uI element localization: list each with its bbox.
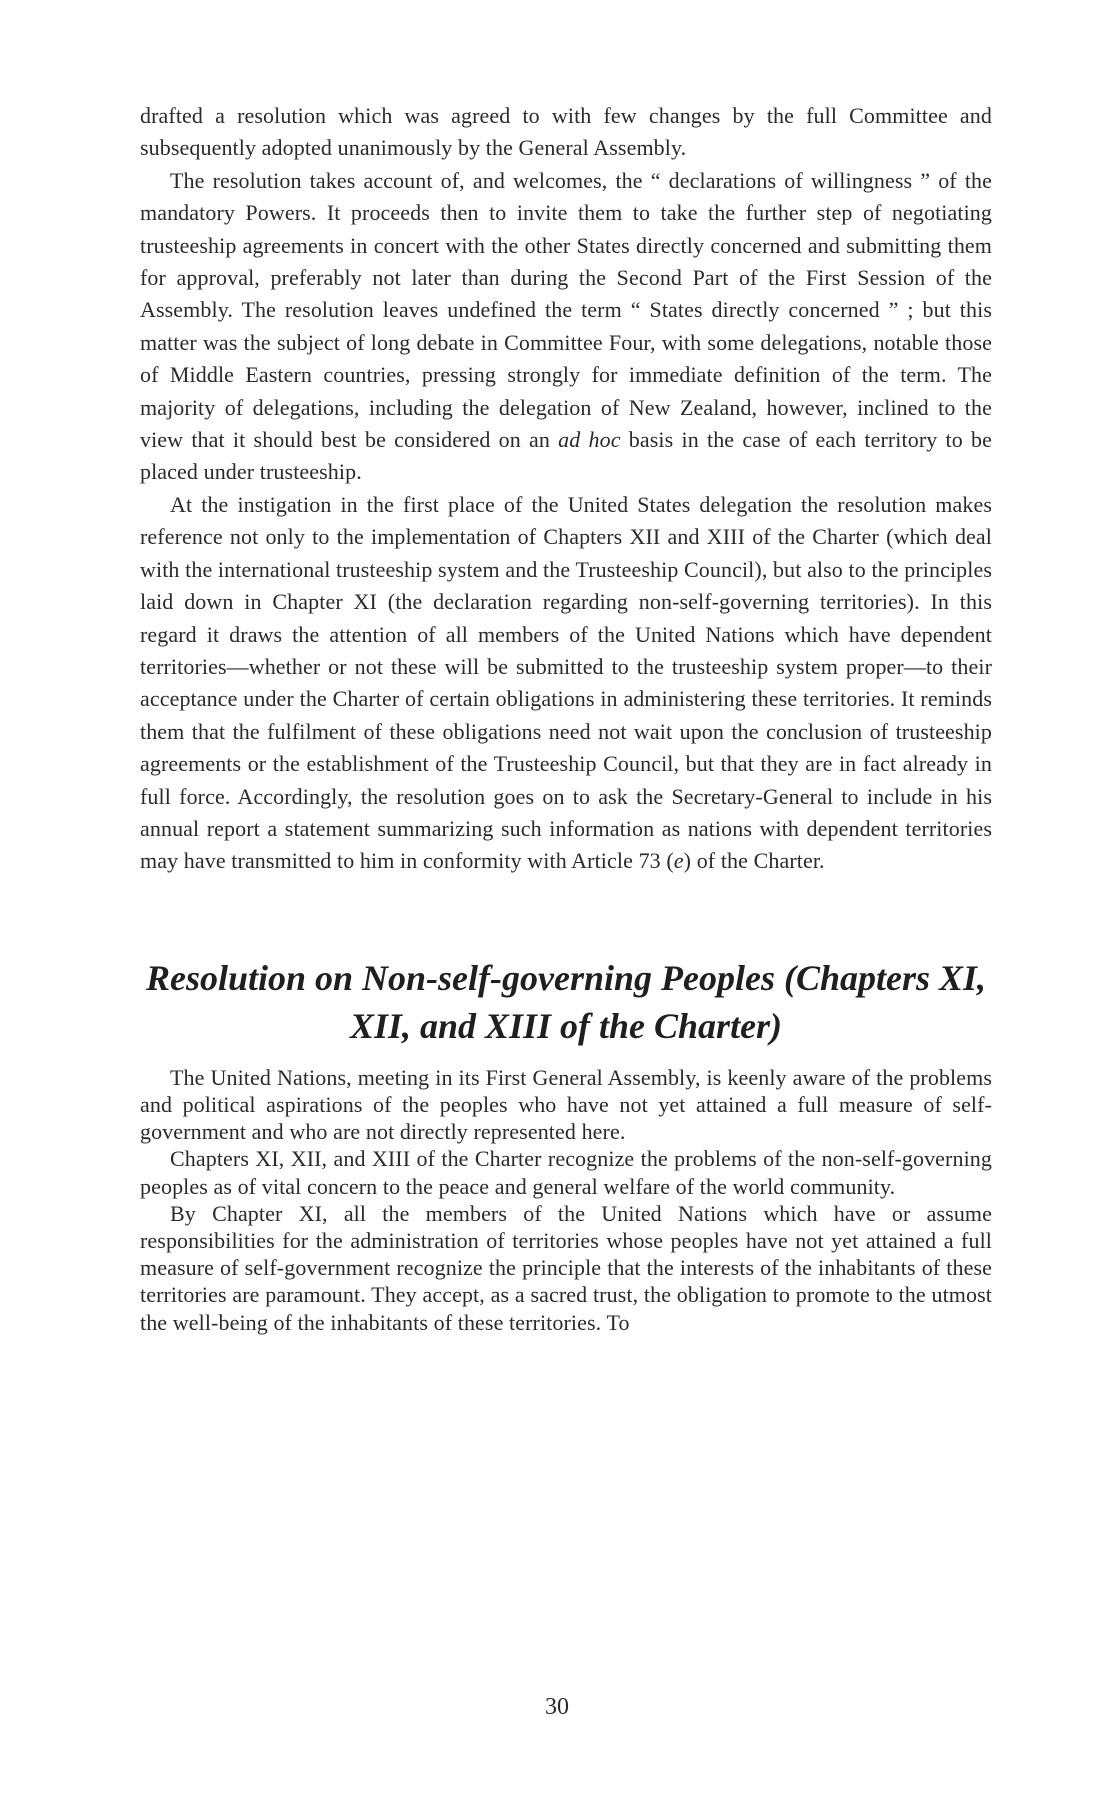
resolution-paragraph-1: The United Nations, meeting in its First General Assembly, is keenly aware of the problems and political aspirations of the peoples who have not yet attained a full measure of self-government and who are not directly represented here. (140, 1064, 992, 1145)
page-number: 30 (545, 1694, 569, 1720)
paragraph-3 (140, 489, 992, 878)
paragraph-3-italic: e (673, 848, 684, 874)
paragraph-3-text: At the instigation in the first place of the United States delegation the resolution makes reference not only to the implementation of Chapters XII and XIII of the Charter (which deal with the international trusteeship system and the Trusteeship Council), but also to the principles laid down in Chapter XI (the declaration regarding non-self-governing territories). In this regard it draws the attention of all members of the United Nations which have dependent territories—whether or not these will be submitted to the trusteeship system proper—to their acceptance under the Charter of certain obligations in administering these territories. It reminds them that the fulfilment of these obligations need not wait upon the conclusion of trusteeship agreements or the establishment of the Trusteeship Council, but that they are in fact already in full force. Accordingly, the resolution goes on to ask the Secretary-General to include in his annual report a statement summarizing such information as nations with dependent territories may have transmitted to him in conformity with Article 73 ( (140, 491, 992, 874)
section-trusteeship-commentary (140, 100, 992, 878)
paragraph-2 (140, 165, 992, 489)
paragraph-1: drafted a resolution which was agreed to with few changes by the full Committee and subsequently adopted unanimously by the General Assembly. (140, 103, 992, 161)
section-resolution (140, 954, 992, 1336)
paragraph-2-text: The resolution takes account of, and welcomes, the “ declarations of willingness ” of the mandatory Powers. It proceeds then to invite them to take the further step of negotiating trusteeship agreements in concert with the other States directly concerned and submitting them for approval, preferably not later than during the Second Part of the First Session of the Assembly. The resolution leaves undefined the term “ States directly concerned ” ; but this matter was the subject of long debate in Committee Four, with some delegations, notable those of Middle Eastern countries, pressing strongly for immediate definition of the term. The majority of delegations, including the delegation of New Zealand, however, inclined to the view that it should best be considered on an (140, 167, 992, 453)
page-body (140, 100, 992, 1336)
section-heading-line-2: XII, and XIII of the Charter) (349, 1005, 783, 1046)
section-spacer (140, 878, 992, 954)
section-heading-line-1: Resolution on Non-self-governing Peoples (Chapters XI, (145, 957, 987, 998)
paragraph-3-tail: ) of the Charter. (683, 848, 825, 874)
section-heading (140, 954, 992, 1050)
paragraph-2-italic: ad hoc (558, 427, 621, 453)
resolution-paragraph-2: Chapters XI, XII, and XIII of the Charter recognize the problems of the non-self-governing peoples as of vital concern to the peace and general welfare of the world community. (140, 1146, 992, 1199)
resolution-paragraph-3: By Chapter XI, all the members of the United Nations which have or assume responsibilities for the administration of territories whose peoples have not yet attained a full measure of self-government recognize the principle that the interests of the inhabitants of these territories are paramount. They accept, as a sacred trust, the obligation to promote to the utmost the well-being of the inhabitants of these territories. To (140, 1200, 992, 1335)
paragraph-2-tail: basis in the case of each territory to be placed under trusteeship. (140, 427, 992, 485)
